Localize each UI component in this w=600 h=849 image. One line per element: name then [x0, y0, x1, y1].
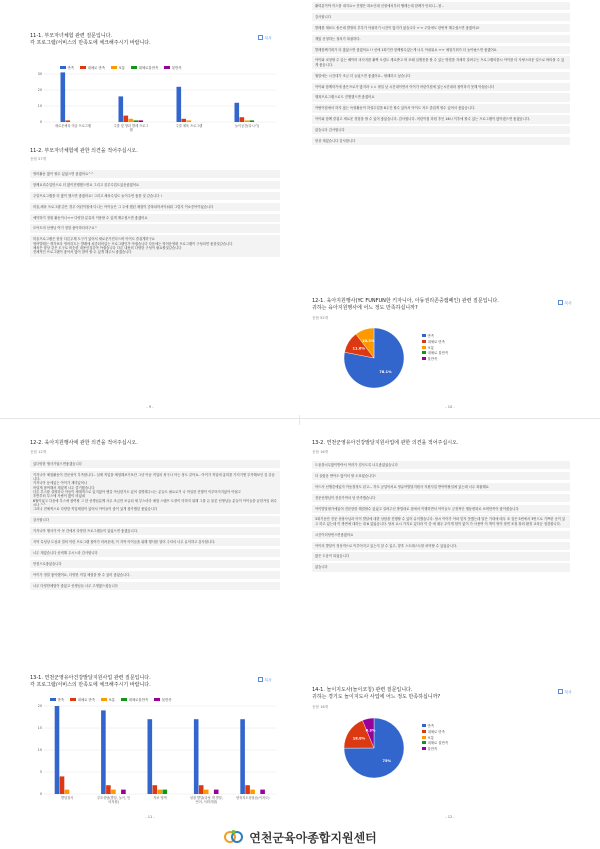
legend-swatch	[164, 66, 170, 69]
bar	[240, 719, 245, 794]
page-number: - 11 -	[145, 815, 155, 819]
response-item: 아이와 함께하기에 좋은프로가 많지라 ㅎㅎ 평일 낮 시간대이면서 아이가 어린이집에 있는시간대라 참여하지 못해 아쉽습니다	[312, 83, 570, 91]
page-9	[0, 0, 300, 415]
legend-label: 만족	[427, 724, 435, 728]
response-item: 더 골랐음 받아도 많이서 할 도표였습니다!	[312, 472, 570, 480]
legend-item	[422, 350, 448, 355]
response-item: 활력분이야 이으를 내지요ㅠ 진행은 회소인데 신청에서부터 헬레는데 함께가 안되니...첨 ..	[312, 2, 570, 10]
legend-item	[422, 723, 448, 728]
q12-2-title: 12-2. 육아지원행사에 관한 의견을 적어주십시오.	[30, 440, 138, 446]
legend-label: 대체로불만족	[128, 698, 149, 702]
x-tick-label: 놀이공간(다시기)	[234, 124, 260, 128]
q12-2-count: 응답 12개	[30, 450, 47, 454]
legend-swatch	[111, 66, 117, 69]
x-tick-label: 성장 발달(다섯 개 발달,	[189, 796, 223, 800]
q14-1-title-line2: 귀하는 경기도 놀이지도사 사업에 어느 정도 만족하십니까?	[312, 693, 441, 700]
bar	[61, 72, 66, 122]
legend-swatch	[422, 357, 426, 360]
legend-swatch	[154, 698, 160, 701]
response-item: 키자니아 행사가 아 꼭 간에서 다양한 프로그램들이 있었으면 좋겠습니다.	[30, 527, 280, 535]
response-item: 키자니아 체험활동이 전문성이 부족합니다.. 실제 직업을 체험해보기보단 그냥 아동 직업의 장구나 아는 정도 같아요.. 아이가 직업에 흥미를 가지기엔 부족해보인 것 같습니다. 키자니아 동에있는 아이가 재미있어나 어렵게 참여해서 재밌게 너무 즐거웠습니다 다른 부스를 설명하나 아동이 체계적으로 있지않아 헷갈 아님한거도 있어 설명해주시는 분들도 필요로거 나 학일한 진행이 이루어지지않아 아쉽고 후반부터 부스에 사람이 많이 비었네 6월이었고 다음에 부스에 참여할 그 한 선생님분께 사무 조금만 조급되 세 부스마다 체험 스탬프 도장이 미하지 위해 그를 돈 물론 선생님들 분들이 아이들을 끝한거임 최수 시나 ^^ 그러나 전체적으로 다양한 직업체험이 있어서 아이들이 좋이 있게 참가했던 좋았습니다	[30, 471, 280, 514]
bar	[245, 785, 250, 794]
q13-2-title: 13-2. 연천군영유아건강발달지원사업에 관한 의견을 적어주십시오.	[312, 440, 459, 446]
bar	[111, 790, 116, 794]
org-name: 연천군육아종합지원센터	[249, 830, 377, 845]
bar	[119, 96, 124, 122]
chart-11-1	[30, 70, 280, 140]
response-item: 행복프로그램으로도 진행했으면 좋겠어요	[312, 93, 570, 101]
response-item: 아이와 코칭할 수 있는 베이비 마사지를 활짝 오렸도 새로받고 며 포때 실행종을 할 수 있는 방법을 자세히 알려주는 프로그램의를시 아이를 더 사랑스러운 일으로 바라볼 수 있게 좋습니다.	[312, 56, 570, 69]
legend-item	[422, 345, 448, 350]
x-tick-label: 부모상담(발달, 놀이, 언	[97, 796, 131, 800]
response-item: 전문선생님이 전문가여서 넘 만족했습니다	[312, 494, 570, 502]
response-item: 없습니다 감사합니다	[312, 126, 570, 134]
q11-2-title: 11-2. 부모자녀체험에 관한 의견을 적어주십시오.	[30, 148, 138, 154]
bar	[124, 116, 129, 122]
legend-swatch	[70, 698, 76, 701]
response-item: 아람이집에서 하지 않는 독형활동이 하셜수업을 8주간 할수 있어서 아이도 저도 즐겁게 할수 있어서 좋았습니다.	[312, 104, 570, 112]
bar	[177, 87, 182, 122]
pie-label: 11.6%	[352, 346, 365, 351]
response-item: 있다양한 행사가였으면좋겠습니다	[30, 460, 280, 468]
q11-1-title-line2: 각 프로그램/서비스의 만족도에 체크해주시기 바랍니다.	[30, 39, 151, 46]
q12-1-count: 응답 52개	[312, 316, 329, 320]
q14-1-title-line1: 14-1. 놀이지도사(놀이코칭) 관련 질문입니다.	[312, 687, 413, 693]
page-divider-horizontal	[0, 418, 600, 419]
response-item: 시간이더당번으면좋겠어요	[312, 531, 570, 539]
response-item: 미술,체육 프로그램 같은 경우 어린이집에 다니는 아이들은 그 주에 했던 체험이 중복되어서아쉬워 그렇지 이소중아이었습니다	[30, 203, 280, 211]
legend-item	[422, 339, 448, 344]
response-item: 지역 특성상 도심과 멀어 이런 프로그램 참여가 어려운데, 이 지역 아이들을 위해 행사를 열어 주셔서 너무 유익하고 감사합니다.	[30, 538, 280, 546]
pie-14-1	[332, 712, 422, 787]
bar	[199, 785, 204, 794]
pie-12-1-legend	[422, 333, 448, 362]
legend-label: 만족	[57, 698, 65, 702]
q14-1-count: 응답 16개	[312, 705, 329, 709]
bar	[245, 120, 250, 122]
x-tick-label: 언어, 사회지원)	[195, 800, 218, 804]
org-logo-icon	[223, 828, 245, 846]
legend-label: 보통	[427, 735, 435, 740]
pie-label: 6.3%	[365, 728, 376, 733]
response-item: 아이가 정말 좋아했어요, 다양한 직업 체험을 할 수 있어 좋았습니다.	[30, 571, 280, 579]
pie-label: 10.3%	[362, 339, 375, 344]
bar	[139, 120, 144, 122]
legend-label: 대체로 불만족	[427, 351, 449, 356]
x-tick-label: 램	[129, 128, 133, 132]
y-tick-label: 0	[39, 792, 42, 797]
response-item: 모아트미 선생님 여기 정말 좋아하더라구요^	[30, 224, 280, 232]
copy-button[interactable]: 복사	[558, 300, 572, 307]
legend-swatch	[121, 698, 127, 701]
response-item: 발레를 재료도 솔은데 발벌의 부부가 아쉬하기 시간이 많지가 않습니다 ㅠㅠ 주말에도 한번씩 해주셨으면 좋겠어요!	[312, 24, 570, 32]
bar	[250, 790, 255, 794]
legend-label: 보통	[427, 345, 435, 350]
q11-1-title-line1: 11-1. 부모자녀체험 관련 질문입니다.	[30, 33, 113, 39]
legend-label: 대체로 만족	[427, 339, 445, 344]
response-item: 너무 다양한체험이 좋았고 선생님들 너무 고생많으셨습니다	[30, 582, 280, 590]
y-tick-label: 10	[37, 104, 42, 109]
legend-swatch	[422, 346, 426, 349]
response-list	[30, 460, 280, 592]
response-item: 아이와 함께 즐겁고 새로운 경험을 할 수 있어 좋았습니다. 감사합니다. 어린이집 하원 후인 16시 이후에 할수 있는 프로그램이 많아졌으면 좋겠습니다.	[312, 115, 570, 123]
legend-label: 대체로 만족	[77, 698, 96, 702]
q14-1-title	[312, 687, 440, 700]
legend-swatch	[422, 334, 426, 337]
response-list	[312, 461, 570, 574]
legend-swatch	[422, 724, 426, 727]
legend-item	[422, 735, 448, 740]
response-item: 함께요리수업만으로 더 많이진행했으면요 그리고 블루수업도있음좋겠어요	[30, 181, 280, 189]
legend-label: 보통	[118, 66, 126, 70]
x-tick-label: 어지원)	[108, 800, 119, 804]
y-tick-label: 15	[37, 726, 42, 731]
pie-label: 18.8%	[352, 736, 366, 741]
response-item: 아이의 발달이 정상적으로 이루어지고 있는지 알 수 있고, 향후 스트레스도를 파악할 수 있었습니다.	[312, 542, 570, 550]
footer	[0, 825, 600, 849]
legend-item	[422, 333, 448, 338]
legend-swatch	[422, 730, 426, 733]
response-item: 항상 재밌습니다 감사합니다	[312, 137, 570, 145]
response-item: 도움을너무많이받아서 여러가 검사도록 너무좋았었습니다	[312, 461, 570, 469]
response-item: 감사합니다	[312, 13, 570, 21]
response-item: 발레함께기회가 더 많았으면 좋겠어요 !! 선에 1회기만 함께할수있는게 너무 아쉬워요 ㅠㅠ 체험기회가 더 높아났으면 좋겠어요	[312, 46, 570, 54]
legend-label: 대체로 불만족	[427, 741, 449, 746]
bar	[101, 710, 106, 794]
y-tick-label: 20	[37, 88, 42, 93]
response-item: 예약하기 정원 활동이나ㅠㅠ 다양한 분류의 이용할 수 있게 해주셨으면 좋겠어요	[30, 214, 280, 222]
legend-item	[422, 356, 448, 361]
legend-label: 만족	[427, 334, 435, 338]
legend-swatch	[80, 66, 86, 69]
bar	[163, 790, 168, 794]
bar	[235, 103, 240, 122]
y-tick-label: 5	[39, 770, 42, 775]
bar	[194, 719, 199, 794]
bar	[187, 120, 192, 122]
bar	[66, 120, 71, 122]
legend-swatch	[422, 351, 426, 354]
legend-label: 대체로불만족	[138, 66, 159, 70]
response-item: 아드사 선행중에있지 아동결정도 된고... 자도 공업아서요 영유아발달지원사 지원사업 받아야할일에 있는데 너무 복잡해요	[312, 483, 570, 491]
legend-swatch	[60, 66, 66, 69]
legend-label: 불만족	[427, 357, 438, 362]
x-tick-label: 발달검사	[61, 796, 74, 800]
bar	[204, 790, 209, 794]
legend-swatch	[131, 66, 137, 69]
x-tick-label: 주말 및 방과 발레 프로그	[113, 124, 149, 128]
legend-swatch	[422, 747, 426, 750]
legend-label: 불만족	[171, 66, 182, 70]
legend-item	[422, 729, 448, 734]
response-item: 월말에는 시간대가 조금 더 늘었으면 좋겠어요.. 평래하고 싶습니다	[312, 72, 570, 80]
bar	[250, 120, 255, 122]
chart-13-1	[30, 702, 280, 812]
bar	[106, 785, 111, 794]
q12-1-title-line2: 귀하는 육아지원행사에 어느 정도 만족하십니까?	[312, 304, 418, 311]
response-item: 영어활동 많이 할수 있었으면 좋겠어요^^	[30, 170, 280, 178]
response-item: 감사합니다	[30, 516, 280, 524]
response-item: 만점으로좋았습니다	[30, 560, 280, 568]
legend-swatch	[101, 698, 107, 701]
copy-button[interactable]: 복사	[258, 35, 272, 42]
bar	[153, 785, 158, 794]
legend-label: 보통	[108, 698, 116, 702]
response-list	[312, 2, 570, 148]
q13-2-count: 응답 16개	[312, 450, 329, 454]
legend-label: 만족	[67, 66, 75, 70]
response-item: 없습니다	[312, 563, 570, 571]
bar	[214, 790, 219, 794]
y-tick-label: 0	[39, 120, 42, 125]
page-number: - 12 -	[445, 815, 455, 819]
response-item: 주말프로그램을 더 많이 했으면 좋겠어요! 그리고 체육수업도 놀이주면 좋을 것 같습니다 !	[30, 192, 280, 200]
x-tick-label: 자조 영역	[153, 796, 167, 800]
pie-label: 75%	[382, 758, 392, 763]
q12-1-title	[312, 298, 499, 311]
legend-swatch	[50, 698, 56, 701]
response-item: 많은 도움이 되었습니다	[312, 552, 570, 560]
page-12	[300, 425, 600, 825]
page-11	[0, 425, 300, 825]
legend-item	[422, 746, 448, 751]
bar	[129, 119, 134, 122]
y-tick-label: 30	[37, 72, 42, 77]
bar	[260, 790, 265, 794]
q13-1-title-line1: 13-1. 연천군영유아건강발달지원사업 관련 질문입니다.	[30, 675, 151, 681]
legend-swatch	[422, 736, 426, 739]
legend-label: 불만족	[161, 698, 172, 702]
bar	[134, 120, 139, 122]
response-list	[30, 170, 280, 259]
response-item: 너무 재밌습니다 준비해 주시느라 감사합니다	[30, 549, 280, 557]
y-tick-label: 10	[37, 748, 42, 753]
bar	[182, 119, 187, 122]
x-tick-label: 주말 체육 프로그램	[175, 124, 203, 128]
q11-2-count: 응답 27개	[30, 157, 47, 161]
q12-1-title-line1: 12-1. 육아지원행사(YC FUNFUN한 키자니아, 아동권리존중캠페인) 관련 질문입니다.	[312, 298, 499, 304]
bar	[121, 790, 126, 794]
q13-1-title-line2: 각 프로그램/서비스의 만족도에 체크해주시기 바랍니다.	[30, 681, 151, 688]
bar	[148, 719, 153, 794]
response-item: 3회기동안 전문 상담사님과 아이 발달에 대한 상담을 진행할 수 있어 유익했습니다. 당시 아이가 아파 맞지 못했는데 알은 기대에 매우 조 것은 5번에서 3번으로 기쁘한 곳이 있고 하고 있는데 이 방면에 대하는 대 6 있었습니다. 당처 요시 가지로 있다라 이 중 에 매우 무이게 답이 없이 가 사용여 이 책이 영아 장면 조절 장외 환경 교육등 점검합니다.	[312, 515, 570, 528]
pie-12-1	[332, 322, 422, 397]
page-10	[300, 0, 600, 415]
x-tick-label: 양육지도상담(놀이지도)	[236, 796, 270, 800]
pie-14-1-legend	[422, 723, 448, 752]
page-number: - 10 -	[445, 405, 455, 409]
bar	[158, 790, 163, 794]
legend-swatch	[422, 741, 426, 744]
response-item: 미술프로그램은 항상 다른주제 도구가 있어서 새로운가진다으며 아이도 즐겁게하구요 영어발레는 생각보다 영어리트는 발레에 치중되어있는 프로그램인가 아쉽습니다 다음에는 영어운영평 프로그램이 구성되면 좋을것같습니다 체육은 항상 같은 도구로 비슷한 내용인것같아 아쉽습니다 다른 내용의 다양한 구성이 필요할것같습니다 전체적인 프로그램이 좋아서 많이 참여 할 수 있게 해주시 좋겠습니다	[30, 235, 280, 256]
copy-button[interactable]: 복사	[558, 689, 572, 696]
legend-label: 대체로 만족	[427, 729, 445, 734]
legend-label: 불만족	[427, 747, 438, 752]
bar	[65, 790, 70, 794]
y-tick-label: 20	[37, 704, 42, 709]
response-item: 재밌 신청하는 절차가 복잡하다.	[312, 35, 570, 43]
bar	[240, 117, 245, 122]
legend-item	[422, 740, 448, 745]
q13-1-title	[30, 675, 151, 688]
legend-swatch	[422, 340, 426, 343]
bar	[60, 776, 65, 794]
response-item: 아이발달평가에있어 전문한한 해결할수 있었고 걸려주신 방법대로 집에서 이행하면서 아이들도 긍정적인 행동변화로 보며만족이 좋아졌습니다	[312, 505, 570, 513]
x-tick-label: 새로운체육 미술 프로그램	[55, 124, 91, 128]
page-number: - 9 -	[146, 405, 154, 409]
legend-label: 대체로 만족	[87, 66, 106, 70]
copy-button[interactable]: 복사	[258, 677, 272, 684]
q11-1-title	[30, 33, 151, 46]
pie-label: 78.1%	[379, 370, 392, 375]
bar	[55, 706, 60, 794]
